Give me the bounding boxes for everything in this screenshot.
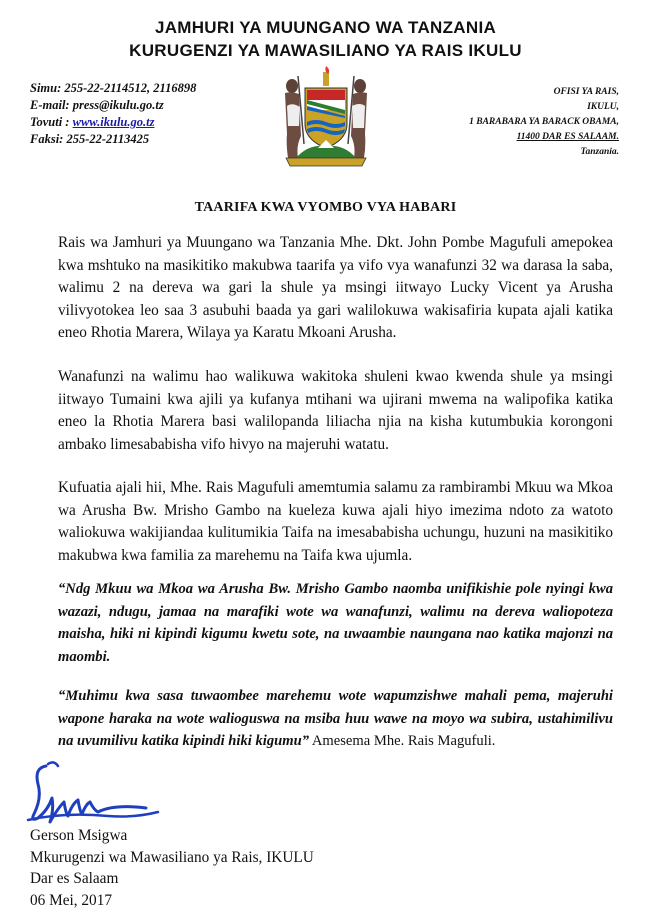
paragraph-3: Kufuatia ajali hii, Mhe. Rais Magufuli amemtumia salamu za rambirambi Mkuu wa Mkoa wa Arusha Bw. Mrisho Gambo na kueleza kuwa ajali hiyo imezima ndoto za watoto waliokuwa wakijiandaa kulitumikia Taifa na imesababisha uchungu, huzuni na masikitiko makubwa kwa familia za marehemu na Taifa kwa ujumla. [58, 479, 613, 564]
contact-block [30, 80, 196, 148]
website-link[interactable]: www.ikulu.go.tz [72, 115, 155, 129]
office-line-1: OFISI YA RAIS, [553, 87, 619, 97]
contact-fax: Faksi: 255-22-2113425 [30, 132, 150, 146]
quote-1: “Ndg Mkuu wa Mkoa wa Arusha Bw. Mrisho Gambo naomba unifikishie pole nyingi kwa wazazi, ndugu, jamaa na marafiki wote wa wanafunzi, walimu na dereva waliopoteza maisha, hiki ni kipindi kigumu kwetu sote, na uwaambie naungana nao katika majonzi na maombi. [58, 581, 613, 665]
header-country: JAMHURI YA MUUNGANO WA TANZANIA [154, 18, 497, 37]
contact-email: E-mail: press@ikulu.go.tz [30, 98, 164, 112]
signatory-position: Mkurugenzi wa Mawasiliano ya Rais, IKULU [30, 848, 314, 866]
header-directorate: KURUGENZI YA MAWASILIANO YA RAIS IKULU [129, 41, 522, 60]
office-line-4: 11400 DAR ES SALAAM. [516, 132, 619, 142]
signatory-name: Gerson Msigwa [30, 827, 128, 844]
quote-2: “Muhimu kwa sasa tuwaombee marehemu wote wapumzishwe mahali pema, majeruhi wapone haraka na wote walioguswa na msiba huu wawe na moyo wa subira, ustahimilivu na uvumilivu katika kipindi hiki kigumu” [58, 688, 613, 750]
quote-2-attribution: Amesema Mhe. Rais Magufuli. [309, 733, 496, 750]
office-line-3: 1 BARABARA YA BARACK OBAMA, [469, 117, 619, 127]
paragraph-1: Rais wa Jamhuri ya Muungano wa Tanzania Mhe. Dkt. John Pombe Magufuli amepokea kwa mshtuko na masikitiko makubwa taarifa ya vifo vya wanafunzi 32 wa darasa la saba, walimu 2 na dereva wa gari la shule ya msingi iitwayo Lucky Vicent ya Arusha vilivyotokea leo saa 3 asubuhi baada ya gari walilokuwa wakisafiria kupata ajali katika eneo Rhotia Marera, Wilaya ya Karatu Mkoani Arusha. [58, 234, 613, 342]
signature-block [30, 825, 314, 911]
paragraph-2: Wanafunzi na walimu hao walikuwa wakitoka shuleni kwao kwenda shule ya msingi iitwayo Tumaini kwa ajili ya kufanya mtihani wa ujirani mwema na walipofika katika eneo la Rhotia Marera basi walilopanda liliacha njia na kisha kutumbukia korongoni ambako limesababisha vifo hivyo na majeruhi watatu. [58, 368, 613, 453]
signature-date: 06 Mei, 2017 [30, 891, 113, 909]
office-line-5: Tanzania. [580, 147, 619, 157]
contact-phone: Simu: 255-22-2114512, 2116898 [30, 81, 197, 95]
quote-2-block [58, 685, 613, 753]
contact-website-label: Tovuti : [30, 115, 73, 129]
document-title: TAARIFA KWA VYOMBO VYA HABARI [194, 200, 457, 215]
coat-of-arms-icon [278, 66, 374, 172]
office-address [469, 85, 619, 160]
handwritten-signature [24, 758, 164, 828]
office-line-2: IKULU, [587, 102, 619, 112]
contact-website [30, 114, 196, 131]
signature-place: Dar es Salaam [30, 870, 119, 887]
